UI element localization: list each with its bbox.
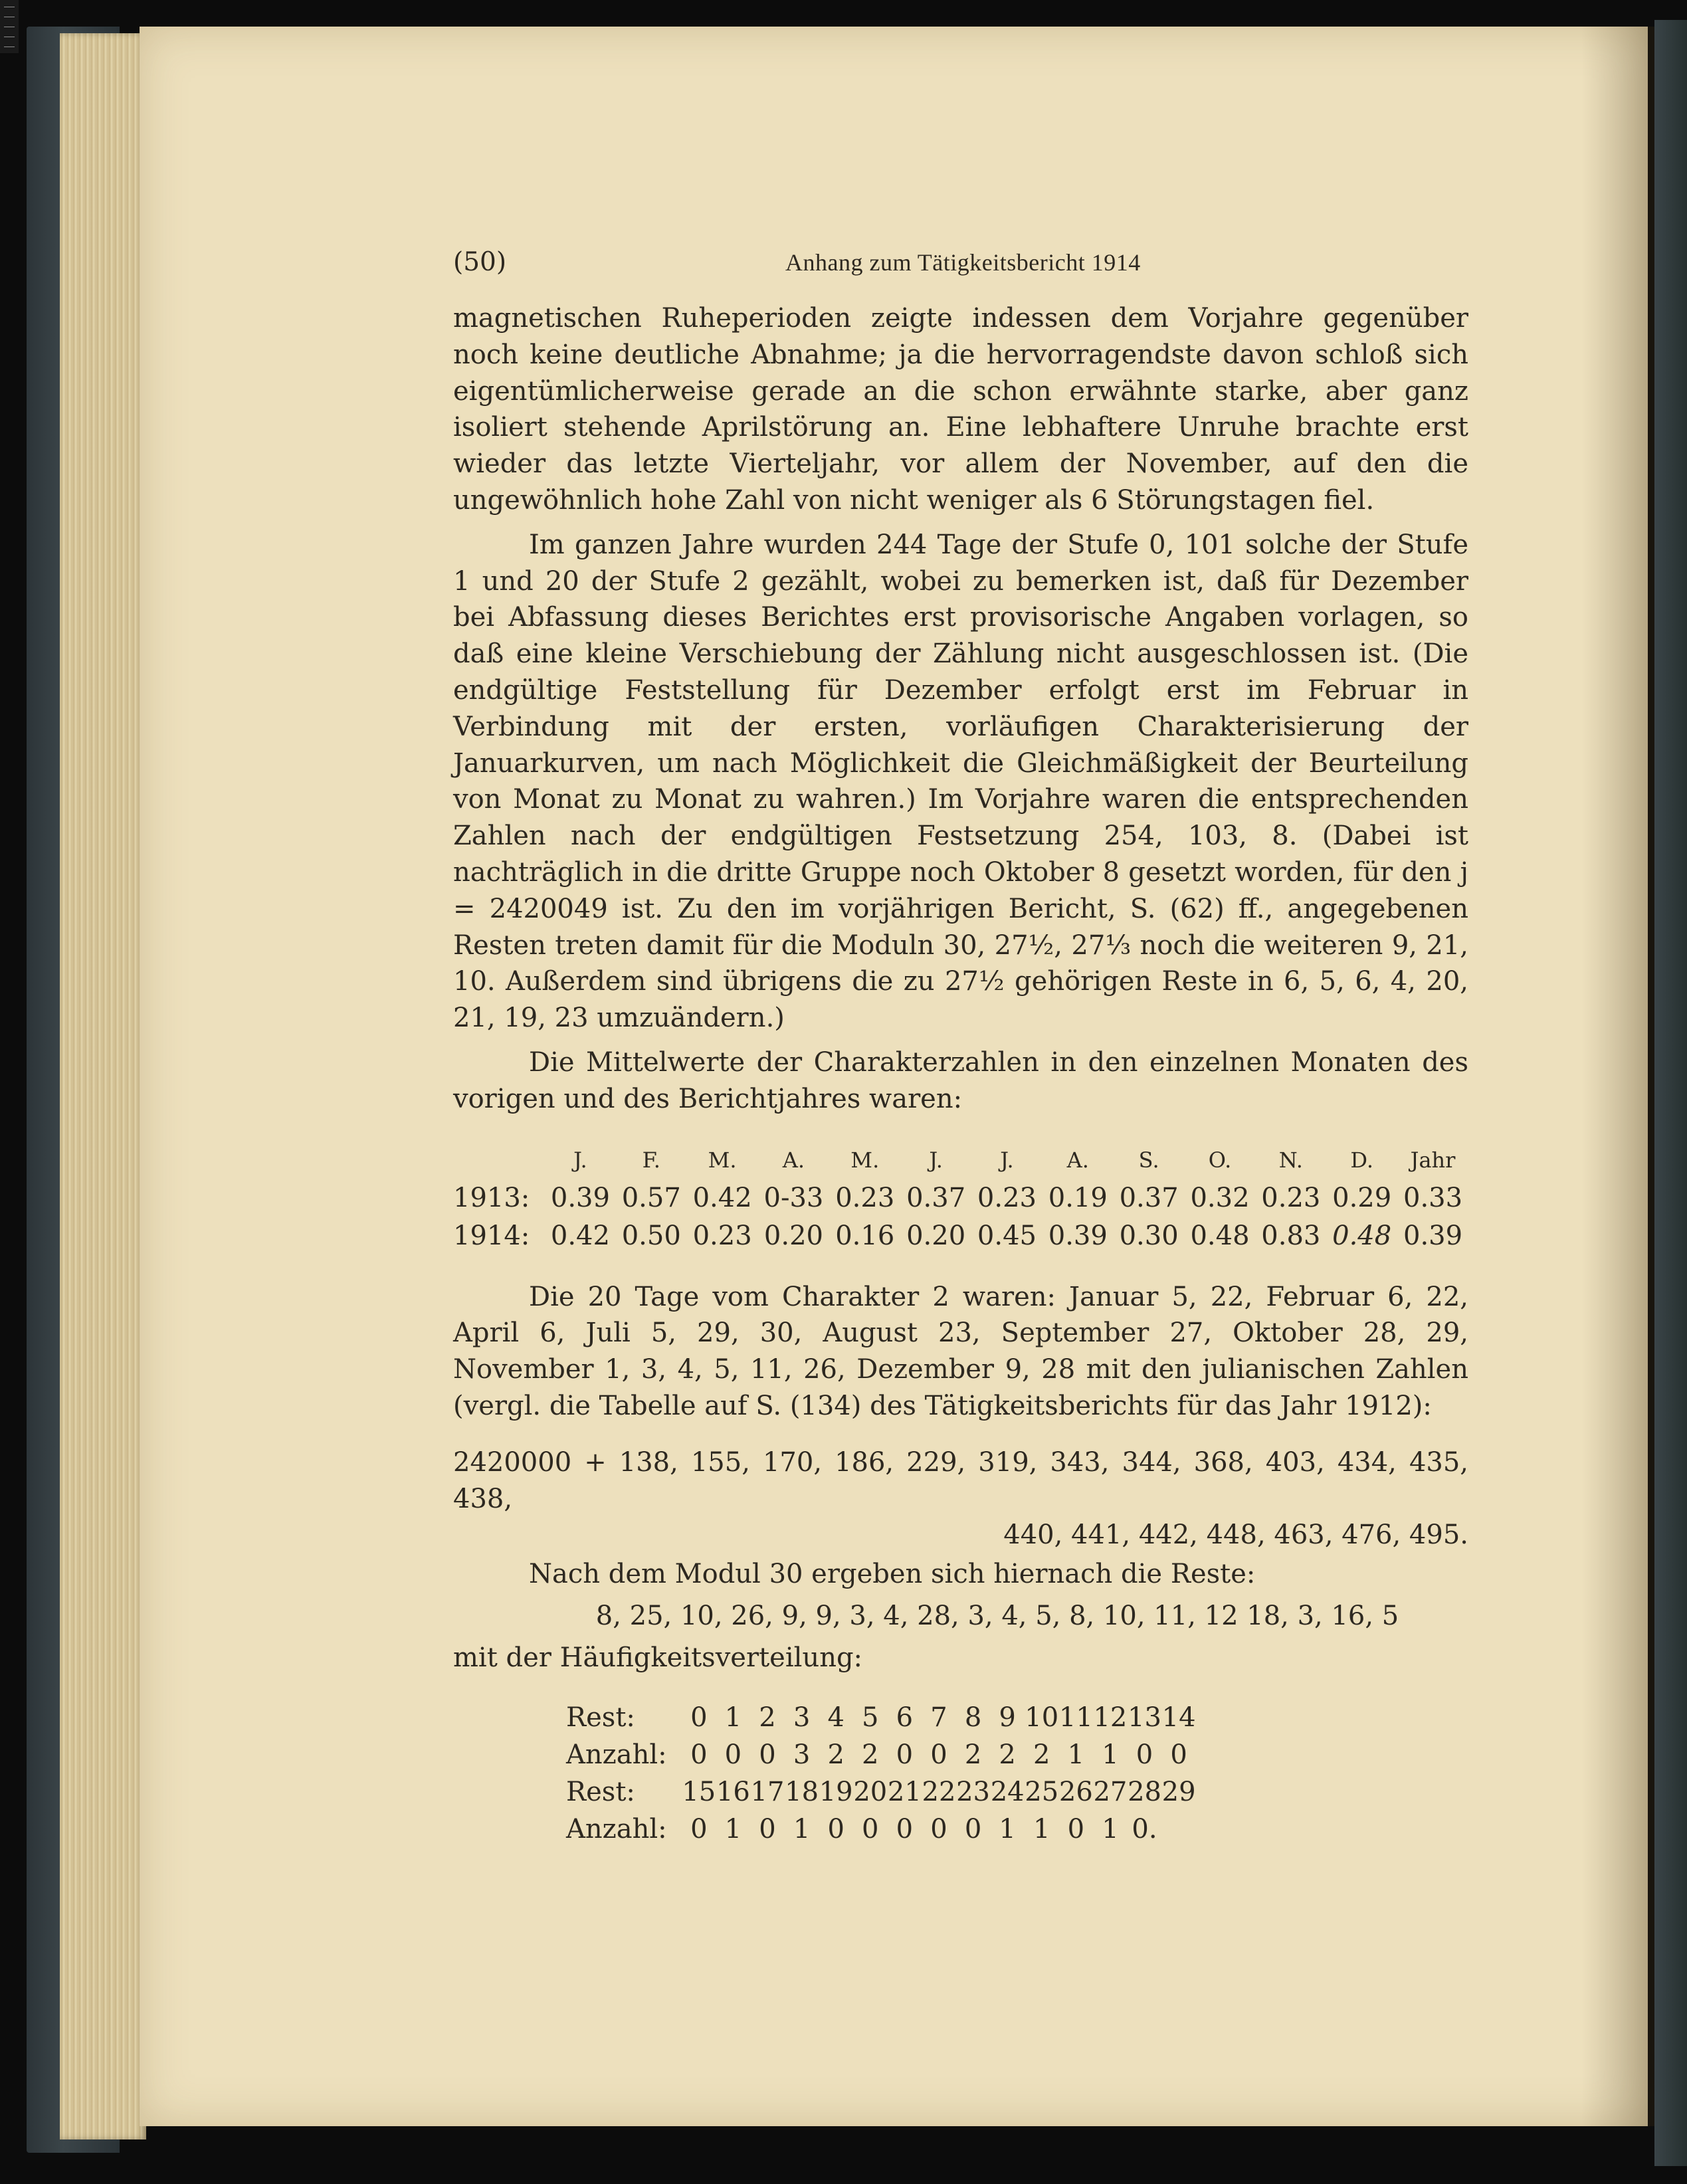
table-cell: 0 [1170, 1739, 1187, 1770]
table-cell: 15 [682, 1776, 716, 1807]
table-cell: 17 [750, 1776, 785, 1807]
table-row [453, 1217, 1468, 1255]
table-cell: 0.20 [906, 1220, 966, 1251]
table-cell: 0.23 [1261, 1182, 1321, 1213]
table-cell: 10 [1025, 1702, 1059, 1733]
month-header: Jahr [1410, 1147, 1456, 1173]
table-cell: 11 [1058, 1702, 1093, 1733]
table-cell: 0 [862, 1813, 879, 1844]
table-cell: 1 [1033, 1813, 1050, 1844]
table-cell: 3 [793, 1739, 811, 1770]
table-cell: 0.57 [621, 1182, 681, 1213]
paragraph-1: magnetischen Ruheperioden zeigte indessen dem Vorjahre gegenüber noch keine deutliche Abnahme; ja die hervorragendste davon schloß sich eigentümlicherweise gerade an die schon erwähnte starke, aber ganz isoliert stehende Aprilstörung an. Eine lebhaftere Unruhe brachte erst wieder das letzte Vierteljahr, vor allem der November, auf den die ungewöhnlich hohe Zahl von nicht weniger als 6 Störungstagen fiel. [453, 303, 1468, 516]
table-cell: 0.30 [1119, 1220, 1179, 1251]
table-cell: 18 [785, 1776, 819, 1807]
table-row [566, 1773, 1196, 1811]
table-cell: 0 [964, 1813, 982, 1844]
month-header: F. [642, 1147, 660, 1173]
row-label: Anzahl: [566, 1813, 667, 1844]
table-cell: 0.42 [550, 1220, 610, 1251]
table-row [566, 1811, 1196, 1848]
table-cell: 20 [853, 1776, 888, 1807]
table-cell: 0 [930, 1813, 947, 1844]
table-cell: 2 [827, 1739, 844, 1770]
table-cell: 5 [862, 1702, 879, 1733]
table-cell: 0 [690, 1702, 708, 1733]
table-cell: 2 [1033, 1739, 1050, 1770]
table-cell: 0.48 [1332, 1220, 1392, 1251]
table-cell: 0 [896, 1813, 914, 1844]
table-row [453, 1179, 1468, 1217]
table-cell: 19 [819, 1776, 853, 1807]
month-header-row [453, 1142, 1468, 1179]
year-header-cell [453, 1142, 545, 1179]
page-text [453, 245, 1468, 1848]
table-cell: 22 [922, 1776, 956, 1807]
table-cell: 0.39 [1048, 1220, 1108, 1251]
page-edges [60, 33, 146, 2139]
table-cell: 0.50 [621, 1220, 681, 1251]
table-cell: 9 [999, 1702, 1016, 1733]
table-cell: 0.23 [977, 1182, 1037, 1213]
table-cell: 0.32 [1190, 1182, 1250, 1213]
table-cell: 21 [887, 1776, 922, 1807]
month-header: A. [782, 1147, 805, 1173]
table-cell: 1 [793, 1813, 811, 1844]
table-cell: 27 [1093, 1776, 1128, 1807]
table-cell: 0 [724, 1739, 742, 1770]
month-header: J. [1000, 1147, 1014, 1173]
table-cell: 1 [724, 1813, 742, 1844]
month-header: A. [1066, 1147, 1089, 1173]
scan-ruler [0, 0, 19, 53]
table-cell: 0. [1132, 1813, 1157, 1844]
modul-intro: Nach dem Modul 30 ergeben sich hiernach die Reste: [529, 1559, 1256, 1590]
table-cell: 0.19 [1048, 1182, 1108, 1213]
table-cell: 23 [956, 1776, 990, 1807]
table-cell: 29 [1161, 1776, 1196, 1807]
table-cell: 0.23 [692, 1220, 752, 1251]
julian-line-2: 440, 441, 442, 448, 463, 476, 495. [1003, 1520, 1468, 1551]
month-header: O. [1208, 1147, 1232, 1173]
table-cell: 0 [759, 1813, 776, 1844]
table-row [566, 1736, 1196, 1773]
table-cell: 1 [999, 1813, 1016, 1844]
paragraph-2: Im ganzen Jahre wurden 244 Tage der Stufe 0, 101 solche der Stufe 1 und 20 der Stufe 2 gezählt, wobei zu bemerken ist, daß für Dezember bei Abfassung dieses Berichtes erst provisorische Angaben vorlagen, so daß eine kleine Verschiebung der Zählung nicht ausgeschlossen ist. (Die endgültige Feststellung für Dezember erfolgt erst im Februar in Verbindung mit der ersten, vorläufigen Charakterisierung der Januarkurven, um nach Möglichkeit die Gleichmäßigkeit der Beurteilung von Monat zu Monat zu wahren.) Im Vorjahre waren die entsprechenden Zahlen nach der endgültigen Festsetzung 254, 103, 8. (Dabei ist nachträglich in die dritte Gruppe noch Oktober 8 gesetzt worden, für den j = 2420049 ist. Zu den im vorjährigen Bericht, S. (62) ff., angegebenen Resten treten damit für die Moduln 30, 27½, 27⅓ noch die weiteren 9, 21, 10. Außerdem sind übrigens die zu 27½ gehörigen Reste in 6, 5, 6, 4, 20, 21, 19, 23 umzuändern.) [453, 529, 1468, 1034]
table-cell: 4 [827, 1702, 844, 1733]
table-cell: 12 [1093, 1702, 1128, 1733]
table-cell: 0 [896, 1739, 914, 1770]
table-cell: 8 [964, 1702, 982, 1733]
distribution-intro: mit der Häufigkeitsverteilung: [453, 1642, 863, 1673]
table-cell: 0.42 [692, 1182, 752, 1213]
row-label: Rest: [566, 1702, 635, 1733]
reste-line: 8, 25, 10, 26, 9, 9, 3, 4, 28, 3, 4, 5, 8, 10, 11, 12 18, 3, 16, 5 [595, 1600, 1399, 1631]
month-header: S. [1138, 1147, 1159, 1173]
table-cell: 0-33 [763, 1182, 824, 1213]
table-cell: 1 [1102, 1813, 1119, 1844]
table-cell: 2 [759, 1702, 776, 1733]
frequency-table [566, 1699, 1196, 1848]
table-cell: 25 [1025, 1776, 1059, 1807]
table-cell: 0.39 [550, 1182, 610, 1213]
table-cell: 7 [930, 1702, 947, 1733]
month-header: N. [1278, 1147, 1303, 1173]
month-header: J. [929, 1147, 943, 1173]
month-header: D. [1350, 1147, 1374, 1173]
table-cell: 13 [1128, 1702, 1161, 1733]
table-cell: 0.23 [835, 1182, 895, 1213]
table-cell: 3 [793, 1702, 811, 1733]
table-cell [1161, 1811, 1196, 1848]
paragraph-4: Die 20 Tage vom Charakter 2 waren: Januar 5, 22, Februar 6, 22, April 6, Juli 5, 29, 30, August 23, September 27, Oktober 28, 29, November 1, 3, 4, 5, 11, 26, Dezember 9, 28 mit den julianischen Zahlen (vergl. die Tabelle auf S. (134) des Tätigkeitsberichts für das Jahr 1912): [453, 1281, 1468, 1421]
table-cell: 0.83 [1261, 1220, 1321, 1251]
table-cell: 0.48 [1190, 1220, 1250, 1251]
table-cell: 0.45 [977, 1220, 1037, 1251]
book-cover-right [1654, 20, 1687, 2166]
julian-line-1: 2420000 + 138, 155, 170, 186, 229, 319, 343, 344, 368, 403, 434, 435, 438, [453, 1446, 1468, 1514]
julian-numbers [453, 1444, 1468, 1553]
year-label: 1914: [453, 1220, 530, 1251]
table-cell: 0.29 [1332, 1182, 1392, 1213]
monthly-means-table [453, 1142, 1468, 1255]
year-label: 1913: [453, 1182, 530, 1213]
row-label: Anzahl: [566, 1739, 667, 1770]
table-cell: 0.33 [1403, 1182, 1463, 1213]
row-label: Rest: [566, 1776, 635, 1807]
table-cell: 2 [999, 1739, 1016, 1770]
table-cell: 24 [990, 1776, 1025, 1807]
table-cell: 1 [724, 1702, 742, 1733]
running-title: Anhang zum Tätigkeitsbericht 1914 [785, 249, 1141, 276]
table-row [566, 1699, 1196, 1736]
table-cell: 0.39 [1403, 1220, 1463, 1251]
table-cell: 6 [896, 1702, 914, 1733]
table-cell: 0 [827, 1813, 844, 1844]
month-header: J. [573, 1147, 587, 1173]
month-header: M. [850, 1147, 880, 1173]
table-cell: 0 [1067, 1813, 1085, 1844]
table-cell: 16 [716, 1776, 750, 1807]
table-cell: 1 [1067, 1739, 1085, 1770]
table-cell: 2 [964, 1739, 982, 1770]
table-cell: 1 [1102, 1739, 1119, 1770]
month-header: M. [708, 1147, 737, 1173]
table-cell: 0.37 [906, 1182, 966, 1213]
paragraph-3: Die Mittelwerte der Charakterzahlen in den einzelnen Monaten des vorigen und des Berichtjahres waren: [453, 1046, 1468, 1114]
table-cell: 0 [690, 1739, 708, 1770]
table-cell: 26 [1058, 1776, 1093, 1807]
table-cell: 14 [1161, 1702, 1196, 1733]
spine-shadow [1581, 27, 1654, 2126]
table-cell: 0.16 [835, 1220, 895, 1251]
table-cell: 0 [1136, 1739, 1153, 1770]
table-cell: 2 [862, 1739, 879, 1770]
table-cell: 0.20 [763, 1220, 823, 1251]
table-cell: 0 [930, 1739, 947, 1770]
table-cell: 28 [1128, 1776, 1161, 1807]
table-cell: 0 [759, 1739, 776, 1770]
table-cell: 0 [690, 1813, 708, 1844]
page-header [453, 245, 1468, 291]
table-cell: 0.37 [1119, 1182, 1179, 1213]
page-number: (50) [453, 247, 507, 277]
